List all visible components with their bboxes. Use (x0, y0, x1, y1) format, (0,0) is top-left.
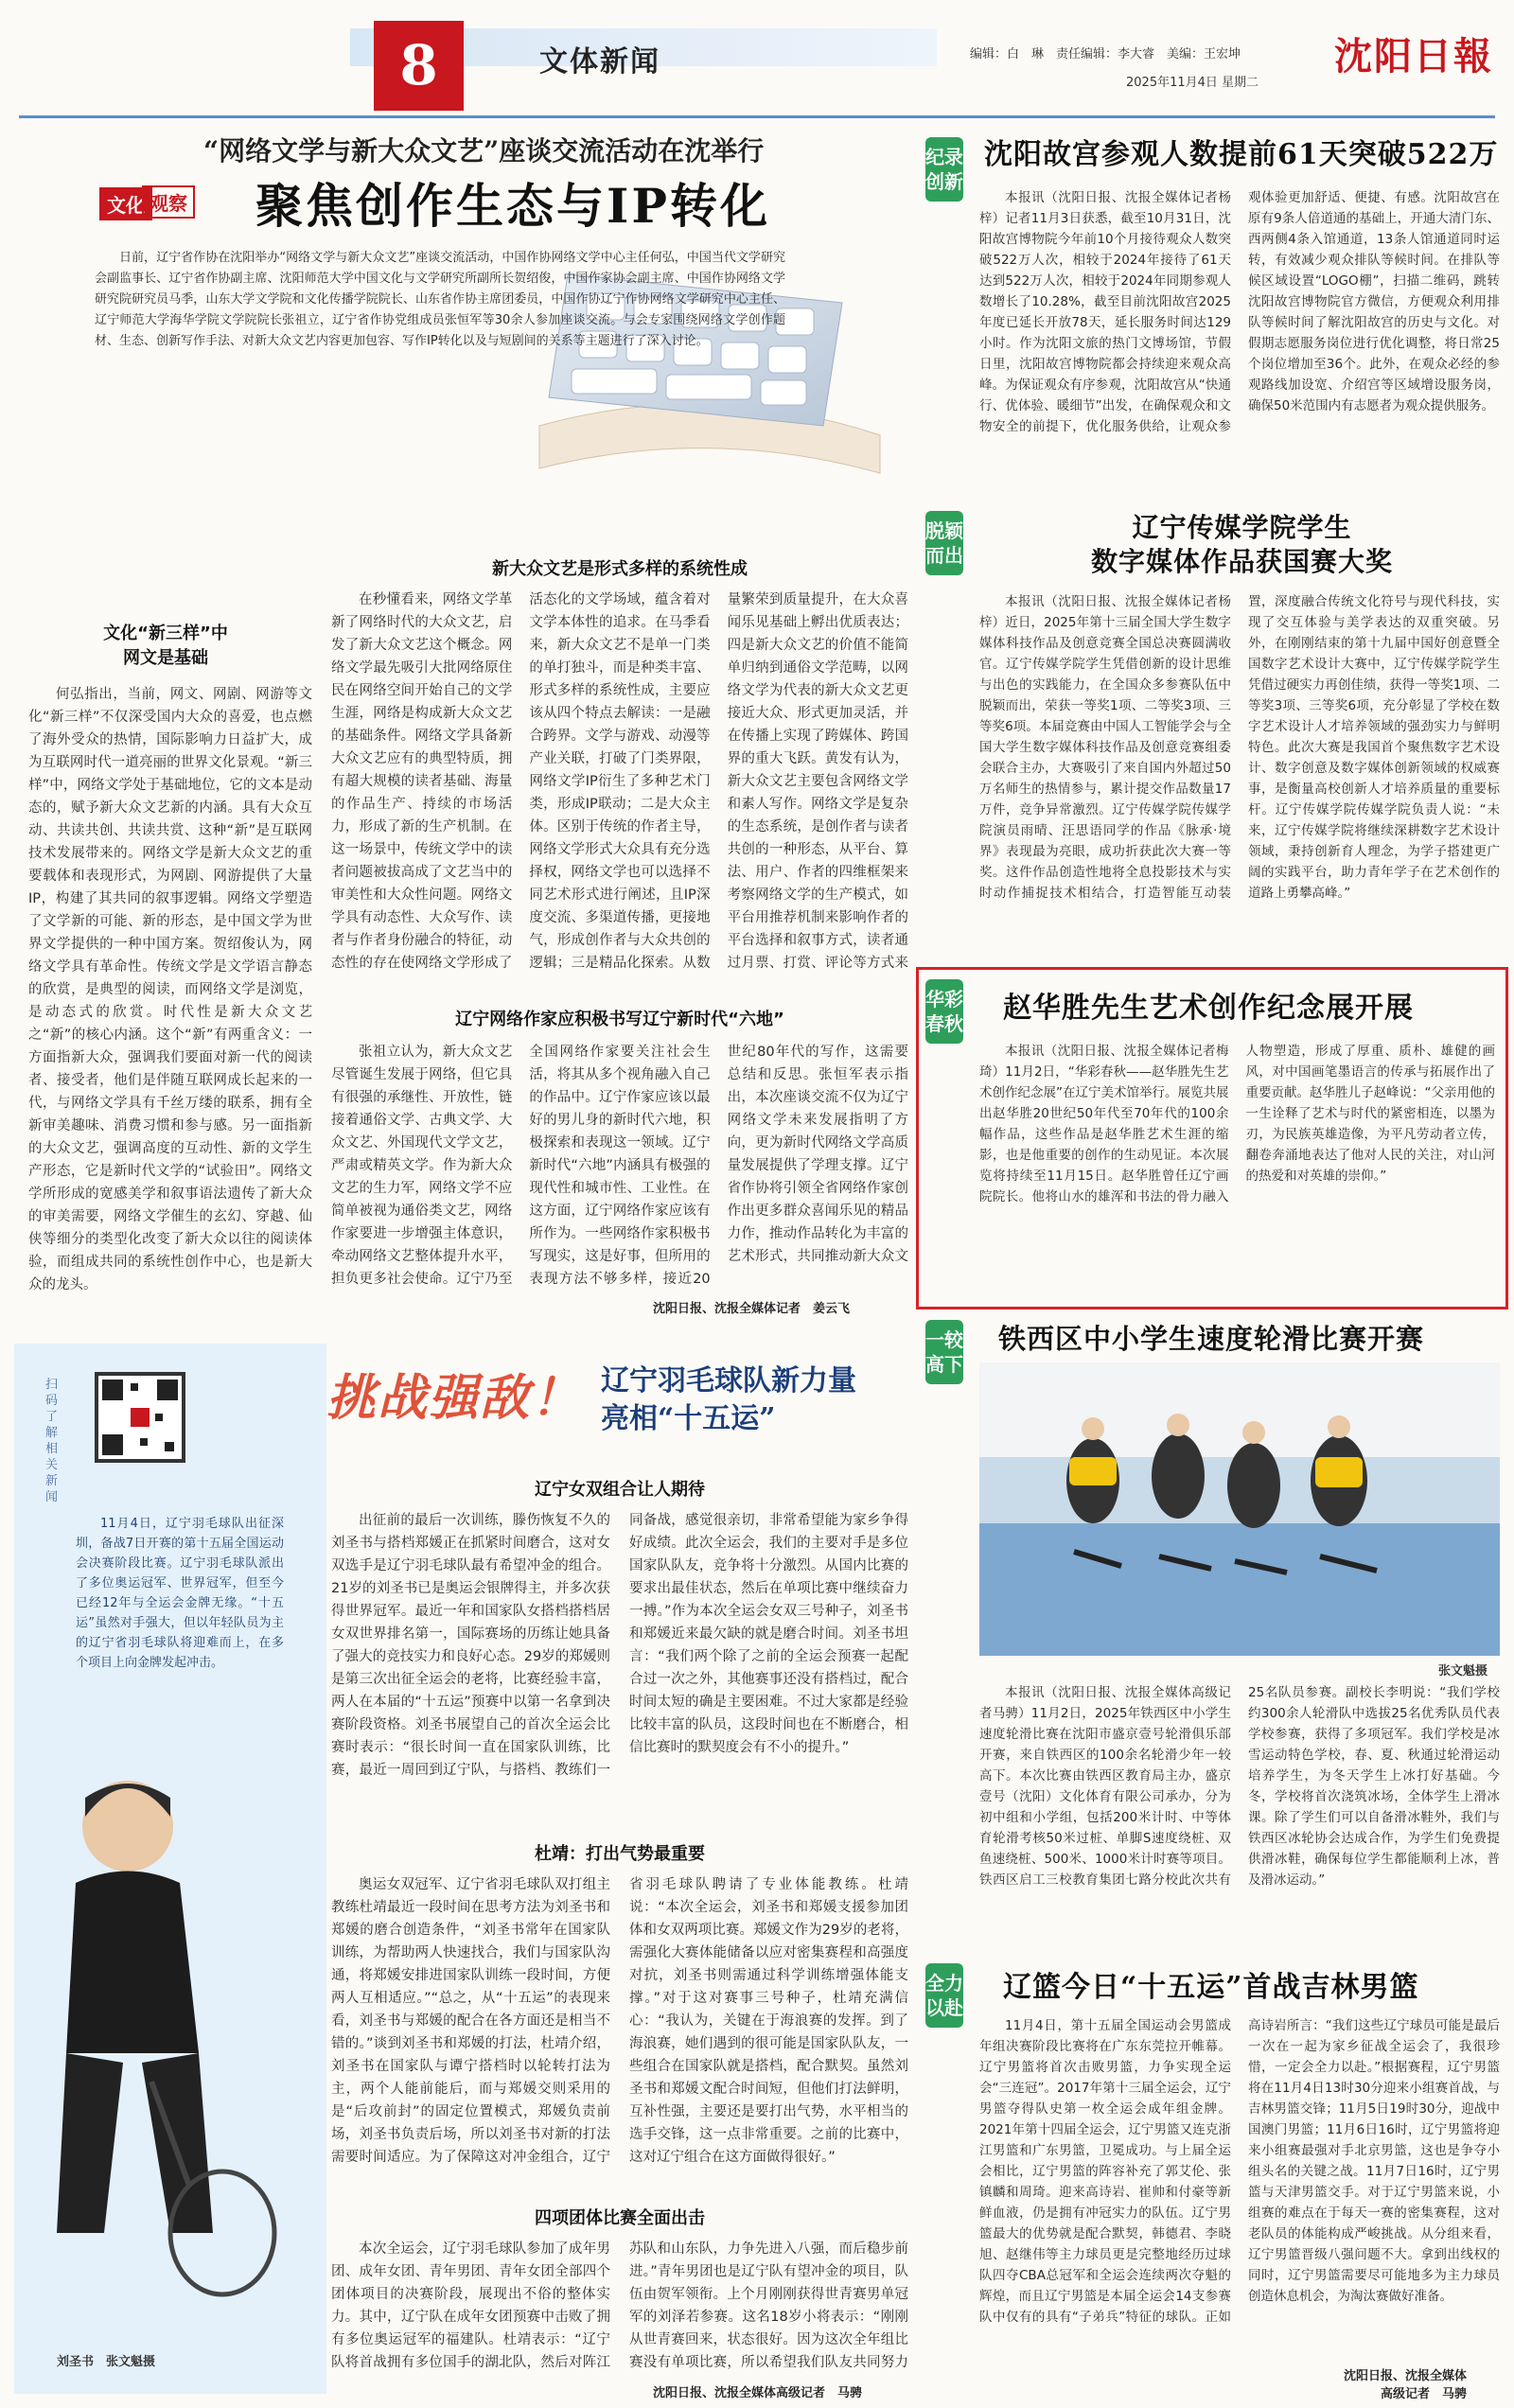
col3-subheading: 辽宁网络作家应积极书写辽宁新时代“六地” (455, 1010, 784, 1029)
issue-date: 2025年11月4日 星期二 (1126, 76, 1259, 90)
col2-body: 在秒懂看来，网络文学革新了网络时代的大众文艺，启发了新大众文艺这个概念。网络文学最先吸引大批网络原住民在网络空间开始自己的文学生涯，网络是构成新大众文艺的基础条件。网络文学具备新大众文艺应有的典型特质，拥有超大规模的读者基础、海量的作品生产、持续的市场活力，形成了新的生产机制。在这一场景中，传统文学中的读者问题被拔高成了文艺当中的审美性和大众性问题。网络文学具有动态性、大众写作、读者与作者身份融合的特征，动态性的存在使网络文学形成了活态化的文学场域，蕴含着对文学本体性的追求。在马季看来，新大众文艺不是单一门类的单打独斗，而是种类丰富、形式多样的系统性成，主要应该从四个特点去解读：一是融合跨界。文学与游戏、动漫等产业关联，打破了门类界限，网络文学IP衍生了多种艺术门类，形成IP联动；二是大众主体。区别于传统的作者主导，网络文学形式大众具有充分选择权，网络文学也可以选择不同艺术形式进行阐述，且IP深度交流、多渠道传播，更接地气，形成创作者与大众共创的逻辑；三是精品化探索。从数量繁荣到质量提升，在大众喜闻乐见基础上孵出优质表达；四是新大众文艺的价值不能简单归纳到通俗文学范畴，以网络文学为代表的新大众文艺更接近大众、形式更加灵活，并在传播上实现了跨媒体、跨国界的重大飞跃。黄发有认为，新大众文艺主要包含网络文学和素人写作。网络文学是复杂的生态系统，是创作者与读者共创的一种形态，从平台、算法、用户、作者的四维框架来考察网络文学的生产模式，如平台用推荐机制来影响作者的平台选择和叙事方式，读者通过月票、打赏、评论等方式来 (331, 592, 908, 971)
badminton-sub2: 杜靖：打出气势最重要 (535, 1844, 705, 1864)
badminton-body2: 奥运女双冠军、辽宁省羽毛球队双打组主教练杜靖最近一段时间在思考方法为刘圣书和郑媛的磨合创造条件，“刘圣书常年在国家队训练，为帮助两人快速找合，我们与国家队沟通，将郑媛安排进国家队训练一段时间，方便两人互相适应。”“总之，从“十五运”的表现来看，刘圣书与郑媛的配合在各方面还是相当不错的。”谈到刘圣书和郑媛的打法，杜靖介绍，刘圣书在国家队与谭宁搭档时以轮转打法为主，两个人能前能后，而与郑媛交则采用的是“后攻前封”的固定位置模式，郑媛负责前场，刘圣书负责后场，所以刘圣书对新的打法需要时间适应。为了保障这对冲金组合，辽宁省羽毛球队聘请了专业体能教练。杜靖说：“本次全运会，刘圣书和郑媛支援参加团体和女双两项比赛。郑媛文作为29岁的老将，需强化大赛体能储备以应对密集赛程和高强度对抗，刘圣书则需通过科学训练增强体能支撑。”对于这对赛事三号种子，杜靖充满信心：“我认为，关键在于海浪赛的发挥。到了海浪赛，她们遇到的很可能是国家队队友，一些组合在国家队就是搭档，配合默契。虽然刘圣书和郑媛文配合时间短，但他们打法鲜明，互补性强，主要还是要打出气势，水平相当的选手交锋，这一点非常重要。之前的比赛中，这对辽宁组合在这方面做得很好。” (331, 1877, 908, 2165)
story4-headline: 铁西区中小学生速度轮滑比赛开赛 (998, 1323, 1425, 1355)
badminton-headline: 辽宁羽毛球队新力量 亮相“十五运” (601, 1364, 856, 1435)
story2-headline: 辽宁传媒学院学生 数字媒体作品获国赛大奖 (1090, 512, 1393, 577)
story4-body: 本报讯（沈阳日报、沈报全媒体高级记者马骋）11月2日，2025年铁西区中小学生速度轮滑比赛在沈阳市盛京壹号轮滑俱乐部开赛，来自铁西区的100余名轮滑少年一较高下。本次比赛由铁西区教育局主办，盛京壹号（沈阳）文化体育有限公司承办，分为初中组和小学组，包括200米计时、中等体育轮滑考核50米过桩、单脚S速度绕桩、双鱼速绕桩、500米、1000米计时赛等项目。铁西区启工三校教育集团七路分校此次共有25名队员参赛。副校长李明说：“我们学校约300余人轮滑队中选拔25名优秀队员代表学校参赛，获得了多项冠军。我们学校是冰雪运动特色学校，春、夏、秋通过轮滑运动培养学生，为冬天学生上冰打好基础。今冬，学校将首次浇筑冰场，全体学生上滑冰课。除了学生们可以自备滑冰鞋外，我们与铁西区冰轮协会达成合作，为学生们免费提供滑冰鞋，确保每位学生都能顺利上冰，普及滑冰运动。” (979, 1685, 1500, 1888)
player-photo (38, 1741, 312, 2346)
badge-culture: 文化 (99, 187, 152, 220)
badminton-art-title: 挑战强敌！ (326, 1369, 583, 1427)
tag-standout: 脱颖而出 (925, 511, 963, 575)
tag-record: 纪录创新 (925, 137, 963, 202)
tag-compete: 一较高下 (925, 1320, 963, 1384)
badminton-byline: 沈阳日报、沈报全媒体高级记者 马骋 (653, 2386, 863, 2400)
page-number: 8 (374, 21, 464, 111)
story2-body: 本报讯（沈阳日报、沈报全媒体记者杨 梓）近日，2025年第十三届全国大学生数字媒体科技作品及创意竞赛全国总决赛圆满收官。辽宁传媒学院学生凭借创新的设计思维与出色的实践能力，在全国众多参赛队伍中脱颖而出，荣获一等奖1项、二等奖3项、三等奖6项。本届竞赛由中国人工智能学会与全国大学生数字媒体科技作品及创意竞赛组委会联合主办，大赛吸引了来自国内外超过50万名师生的热情参与，累计提交作品数量17万件，竞争异常激烈。辽宁传媒学院传媒学院演员雨晴、汪思语同学的作品《脉承·境界》表现最为亮眼，成功折获此次大赛一等奖。这件作品创造性地将全息投影技术与实时动作捕捉技术相结合，打造智能互动装置，深度融合传统文化符号与现代科技，实现了交互体验与美学表达的双重突破。另外，在刚刚结束的第十九届中国好创意暨全国数字艺术设计大赛中，辽宁传媒学院学生凭借过硬实力再创佳绩，获得一等奖1项、二等奖3项、三等奖6项，充分彰显了学校在数字艺术设计人才培养领域的强劲实力与鲜明特色。此次大赛是我国首个聚焦数字艺术设计、数字创意及数字媒体创新领域的权威赛事，是衡量高校创新人才培养质量的重要标杆。辽宁传媒学院传媒学院负责人说：“未来，辽宁传媒学院将继续深耕数字艺术设计领域，秉持创新育人理念，为学子搭建更广阔的实践平台，助力青年学子在艺术创作的道路上勇攀高峰。” (979, 594, 1500, 901)
col2-subheading: 新大众文艺是形式多样的系统性成 (492, 559, 748, 579)
masthead (0, 0, 1514, 142)
badminton-sub1: 辽宁女双组合让人期待 (535, 1480, 705, 1500)
qr-pattern-icon (98, 1376, 182, 1459)
story1-headline: 沈阳故宫参观人数提前61天突破522万 (984, 138, 1499, 171)
story3-body: 本报讯（沈阳日报、沈报全媒体记者梅 琦）11月2日，“华彩春秋——赵华胜先生艺术创作纪念展”在辽宁美术馆举行。展览共展出赵华胜20世纪50年代至70年代的100余幅作品，这些作品是赵华胜艺术生涯的缩影，也是他重要的创作的生动见证。本次展览将持续至11月15日。赵华胜曾任辽宁画院院长。他将山水的雄浑和书法的骨力融入人物塑造，形成了厚重、质朴、雄健的画风，对中国画笔墨语言的传承与拓展作出了重要贡献。赵华胜儿子赵峰说：“父亲用他的一生诠释了艺术与时代的紧密相连，以墨为刃，为民族英雄造像，为平凡劳动者立传，翻卷奔涌地表达了他对人民的关注，对山河的热爱和对英雄的崇仰。” (979, 1044, 1495, 1204)
badminton-body3: 本次全运会，辽宁羽毛球队参加了成年男团、成年女团、青年男团、青年女团全部四个团体项目的决赛阶段，展现出不俗的整体实力。其中，辽宁队在成年女团预赛中击败了拥有多位奥运冠军的福建队。杜靖表示：“辽宁队将首战拥有多位国手的湖北队，然后对阵江苏队和山东队，力争先进入八强，而后稳步前进。”青年男团也是辽宁队有望冲金的项目，队伍由贺军领衔。上个月刚刚获得世青赛男单冠军的刘泽若参赛。这名18岁小将表示：“刚刚从世青赛回来，状态很好。因为这次全年组比赛没有单项比赛，所以希望我们队友共同努力 (331, 2241, 908, 2370)
story3-headline: 赵华胜先生艺术创作纪念展开展 (1003, 992, 1414, 1025)
col1-body: 何弘指出，当前，网文、网剧、网游等文化“新三样”不仅深受国内大众的喜爱，也点燃了海外受众的热情，国际影响力日益扩大，成为互联网时代一道亮丽的世界文化景观。“新三样”中，网络文学处于基础地位，它的文本是动态的，赋予新大众文艺新的内涵。具有大众互动、共读共创、共读共赏、这种“新”是互联网技术发展带来的。网络文学是新大众文艺的重要载体和表现形式，为网剧、网游提供了大量IP，构建了其共同的叙事逻辑。网络文学塑造了文学新的可能、新的形态，是中国文学为世界文学提供的一种中国方案。贺绍俊认为，网络文学具有革命性。传统文学是文学语言静态的欣赏，是典型的阅读，而网络文学是浏览，是动态式的欣赏。时代性是新大众文艺之“新”的核心内涵。这个“新”有两重含义：一方面指新大众，强调我们要面对新一代的阅读者、接受者，他们是伴随互联网成长起来的一代，与网络文学具有千丝万缕的联系，拥有全新审美趣味、消费习惯和参与感。另一面指新的大众文艺，强调高度的互动性、新的文学生产形态，它是新时代文学的“试验田”。网络文学所形成的宽感美学和叙事语法遗传了新大众的审美需要，网络文学催生的玄幻、穿越、仙侠等细分的类型化改变了新大众以往的阅读体验，而组成共同的系统性创作中心，也是新大众的龙头。 (28, 687, 312, 1292)
newspaper-logo: 沈阳日報 (1334, 34, 1493, 79)
story5-byline: 沈阳日报、沈报全媒体 高级记者 马骋 (1344, 2369, 1468, 2401)
section-title: 文体新闻 (539, 45, 660, 79)
tag-allout: 全力以赴 (925, 1963, 963, 2028)
badminton-sub3: 四项团体比赛全面出击 (535, 2208, 705, 2228)
editor-credits: 编辑：白 琳 责任编辑：李大睿 美编：王宏坤 (970, 47, 1241, 62)
main-headline: 聚焦创作生态与IP转化 (255, 178, 770, 234)
badminton-photo-caption: 11月4日，辽宁羽毛球队出征深圳，备战7日开赛的第十五届全国运动会决赛阶段比赛。辽宁羽毛球队派出了多位奥运冠军、世界冠军，但至今已经12年与全运会金牌无缘。“十五运”虽然对手强大，但以年轻队员为主的辽宁省羽毛球队将迎难而上，在多个项目上向金牌发起冲击。 (76, 1517, 284, 1670)
col1-subheading: 文化“新三样”中 网文是基础 (103, 624, 228, 668)
main-byline: 沈阳日报、沈报全媒体记者 姜云飞 (653, 1302, 851, 1316)
main-lead: 日前，辽宁省作协在沈阳举办“网络文学与新大众文艺”座谈交流活动，中国作协网络文学中心主任何弘，中国当代文学研究会副监事长、辽宁省作协副主席、沈阳师范大学中国文化与文学研究所副所长贺绍俊，中国作家协会副主席、中国作协网络文学研究院研究员马季，山东大学文学院和文化传播学院院长、山东省作协主席团委员，中国作协辽宁作协网络文学研究中心主任、辽宁师范大学海华学院文学院院长张祖立，辽宁省作协党组成员张恒军等30余人参加座谈交流。与会专家围绕网络文学创作题材、生态、创新写作手法、对新大众文艺内容更加包容、写作IP转化以及与短剧间的关系等主题进行了深入讨论。 (95, 251, 785, 348)
rollerskate-photo-credit: 张文魁摄 (1438, 1664, 1488, 1679)
badminton-body1: 出征前的最后一次训练，滕伤恢复不久的刘圣书与搭档郑媛正在抓紧时间磨合，这对女双选手是辽宁羽毛球队最有希望冲金的组合。21岁的刘圣书已是奥运会银牌得主，并多次获得世界冠军。最近一年和国家队女搭档搭档居女双世界排名第一，国际赛场的历练让她具备了强大的竞技实力和良好心态。29岁的郑媛则是第三次出征全运会的老将，比赛经验丰富，两人在本届的“十五运”预赛中以第一名拿到决赛阶段资格。刘圣书展望自己的首次全运会比赛时表示：“很长时间一直在国家队训练，比赛，最近一周回到辽宁队，与搭档、教练们一同备战，感觉很亲切，非常希望能为家乡争得好成绩。此次全运会，我们的主要对手是多位国家队队友，竞争将十分激烈。从国内比赛的要求出最佳状态，然后在单项比赛中继续奋力一搏。”作为本次全运会女双三号种子，刘圣书和郑媛近来最欠缺的就是磨合时间。刘圣书坦言：“我们两个除了之前的全运会预赛一起配合过一次之外，其他赛事还没有搭档过，配合时间太短的确是主要困难。不过大家都是经验比较丰富的队员，这段时间也在不断磨合，相信比赛时的默契度会有不小的提升。” (331, 1513, 908, 1778)
header-rule (19, 115, 1495, 118)
tag-splendor: 华彩春秋 (925, 979, 963, 1044)
qr-code[interactable] (95, 1372, 185, 1463)
col3-body: 张祖立认为，新大众文艺尽管诞生发展于网络，但它具有很强的承继性、开放性，链接着通俗文学、古典文学、大众文艺、外国现代文学文艺，严肃或精英文学。作为新大众文艺的生力军，网络文学不应简单被视为通俗类文艺，网络作家要进一步增强主体意识，牵动网络文艺整体提升水平，担负更多社会使命。辽宁乃至全国网络作家要关注社会生活，将其从多个视角融入自己的作品中。辽宁作家应该以最好的男儿身的新时代六地，积极探索和表现这一领域。辽宁新时代“六地”内涵具有极强的现代性和城市性、工业性。在这方面，辽宁网络作家应该有所作为。一些网络作家积极书写现实，这是好事，但所用的表现方法不够多样，接近20世纪80年代的写作，这需要总结和反思。张恒军表示指出，本次座谈交流不仅为辽宁网络文学未来发展指明了方向，更为新时代网络文学高质量发展提供了学理支撑。辽宁省作协将引领全省网络作家创作出更多群众喜闻乐见的精品力作，推动作品转化为丰富的艺术形式，共同推动新大众文 (331, 1045, 908, 1287)
badge-observe: 观察 (142, 185, 195, 219)
player-photo-credit: 刘圣书 张文魁摄 (57, 2355, 156, 2369)
main-kicker: “网络文学与新大众文艺”座谈交流活动在沈举行 (203, 135, 765, 167)
story1-body: 本报讯（沈阳日报、沈报全媒体记者杨 梓）记者11月3日获悉，截至10月31日，沈阳故宫博物院今年前10个月接待观众人数突破522万人次，相较于2024年接待了61天达到522万人次，相较于2024年同期参观人数增长了10.28%，截至目前沈阳故宫2025年度已延长开放78天，延长服务时间达129小时。作为沈阳文旅的热门文博场馆，节假日里，沈阳故宫博物院都会持续迎来观众高峰。为保证观众有序参观，沈阳故宫从“快通行、优体验、暖细节”出发，在确保观众和文物安全的前提下，优化服务供给，让观众参观体验更加舒适、便捷、有感。沈阳故宫在原有9条人倍道通的基础上，开通大清门东、西两侧4条入馆通道，13条人馆通道同时运转，有效减少观众排队等候时间。在排队等候区域设置“LOGO棚”，扫描二维码，跳转沈阳故宫博物院官方微信，方便观众利用排队等候时间了解沈阳故宫的历史与文化。对假期志愿服务岗位进行优化调整，将日常25个岗位增加至36个。此外，在观众必经的参观路线加设宽、介绍宫等区域增设服务岗，确保50米范围内有志愿者为观众提供服务。 (979, 190, 1500, 434)
rollerskate-photo (979, 1362, 1500, 1656)
story5-headline: 辽篮今日“十五运”首战吉林男篮 (1003, 1971, 1419, 2004)
story5-body: 11月4日，第十五届全国运动会男篮成年组决赛阶段比赛将在广东东莞拉开帷幕。辽宁男篮将首次击败男篮，力争实现全运会“三连冠”。2017年第十三届全运会，辽宁男篮夺得队史第一枚全运会成年组金牌。2021年第十四届全运会，辽宁男篮又连克浙江男篮和广东男篮，卫冕成功。与上届全运会相比，辽宁男篮的阵容补充了郭艾伦、张镇麟和周琦。迎来高诗岩、崔帅和付豪等新鲜血液，仍是拥有冲冠实力的队伍。辽宁男篮最大的优势就是配合默契，韩德君、李晓旭、赵继伟等主力球员更是完整地经历过球队四夺CBA总冠军和全运会连续两次夺魁的辉煌，而且辽宁男篮是本届全运会14支参赛队中仅有的具有“子弟兵”特征的球队。正如高诗岩所言：“我们这些辽宁球员可能是最后一次在一起为家乡征战全运会了，我很珍惜，一定会全力以赴。”根据赛程，辽宁男篮将在11月4日13时30分迎来小组赛首战，与吉林男篮交锋；11月5日19时30分，迎战中国澳门男篮；11月6日16时，辽宁男篮将迎来小组赛最强对手北京男篮，这也是争夺小组头名的关键之战。11月7日16时，辽宁男篮与天津男篮交手。对于辽宁男篮来说，小组赛的难点在于每天一赛的密集赛程，这对老队员的体能构成严峻挑战。从分组来看，辽宁男篮晋级八强问题不大。拿到出线权的同时，辽宁男篮需要尽可能地多为主力球员创造休息机会，为淘汰赛做好准备。 (979, 2018, 1500, 2325)
qr-label: 扫码了解相关新闻 (45, 1378, 59, 1504)
